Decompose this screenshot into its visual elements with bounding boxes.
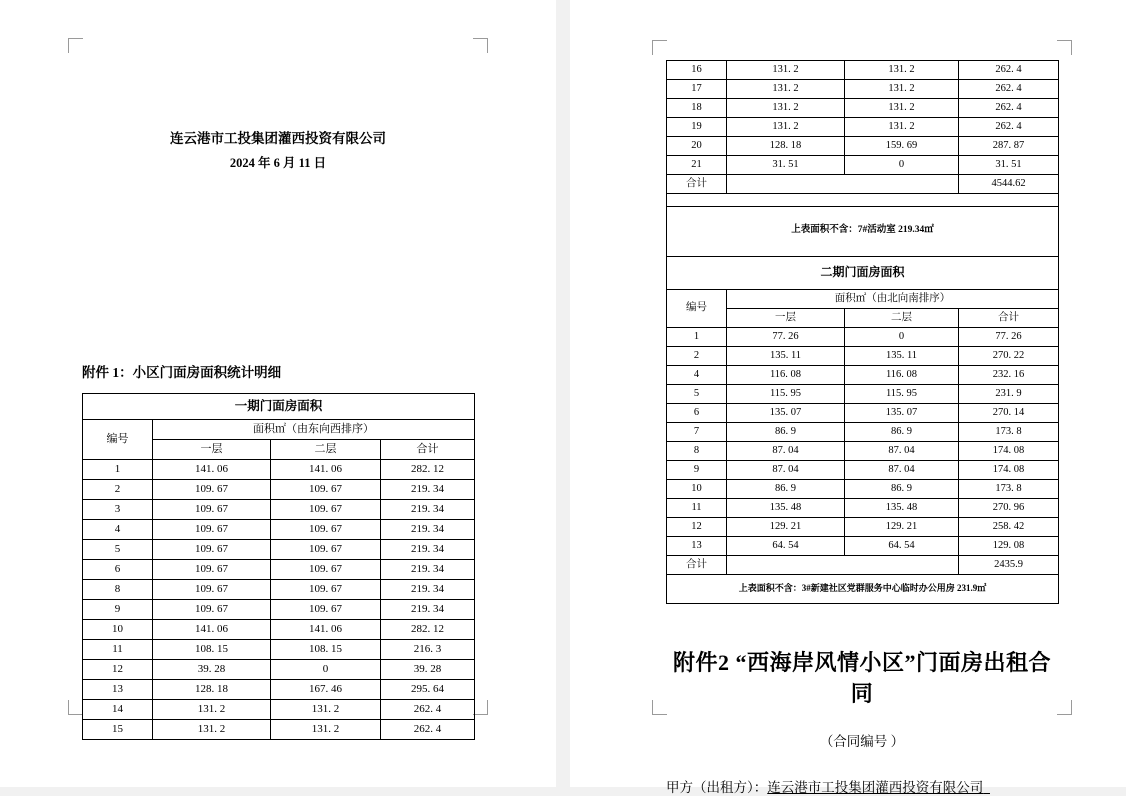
table-2-total-label: 合计 (667, 556, 727, 575)
table-2-cell: 129. 08 (959, 537, 1059, 556)
table-1-cell: 108. 15 (153, 640, 271, 660)
table-2-cell: 86. 9 (727, 423, 845, 442)
table-1-cont-cell: 262. 4 (959, 118, 1059, 137)
table-2-cell: 5 (667, 385, 727, 404)
table-1-cell: 131. 2 (271, 720, 381, 740)
table-2-note: 上表面积不含：3#新建社区党群服务中心临时办公用房 231.9㎡ (667, 575, 1059, 604)
table-1-cell: 11 (83, 640, 153, 660)
table-2-total-row (667, 556, 1059, 575)
table-2-cell: 13 (667, 537, 727, 556)
table-1-cell: 13 (83, 680, 153, 700)
table-2-cell: 270. 22 (959, 347, 1059, 366)
table-1-cell: 109. 67 (271, 520, 381, 540)
table-1-cont-cell: 159. 69 (845, 137, 959, 156)
table-row (667, 442, 1059, 461)
crop-mark-top-left (68, 38, 83, 53)
table-1-cont-cell: 131. 2 (727, 118, 845, 137)
table-1-cell: 109. 67 (153, 580, 271, 600)
table-2-cell: 270. 14 (959, 404, 1059, 423)
table-row (667, 537, 1059, 556)
table-1-cell: 131. 2 (153, 720, 271, 740)
table-row (83, 640, 475, 660)
table-2-cell: 6 (667, 404, 727, 423)
document-date: 2024 年 6 月 11 日 (229, 155, 327, 170)
table-1-body (83, 460, 475, 740)
table-1-col-floor1: 一层 (153, 440, 271, 460)
table-1-cell: 219. 34 (381, 560, 475, 580)
table-1-cont-cell: 19 (667, 118, 727, 137)
table-2-cell: 64. 54 (845, 537, 959, 556)
table-row (83, 720, 475, 740)
table-2-cell: 4 (667, 366, 727, 385)
table-phase-2-areas (666, 193, 1059, 604)
party-a-trailing-underline (983, 780, 990, 795)
crop-mark-bottom-left-2 (652, 700, 667, 715)
table-1-cell: 131. 2 (153, 700, 271, 720)
table-2-cell: 9 (667, 461, 727, 480)
table-1-cont-cell: 131. 2 (845, 80, 959, 99)
spacer-row (667, 193, 1059, 207)
crop-mark-top-right (473, 38, 488, 53)
table-1-total-value: 4544.62 (959, 175, 1059, 194)
table-1-cont-cell: 262. 4 (959, 80, 1059, 99)
table-1-cont-cell: 262. 4 (959, 61, 1059, 80)
table-2-cell: 86. 9 (845, 480, 959, 499)
table-2-cell: 173. 8 (959, 423, 1059, 442)
table-1-cell: 167. 46 (271, 680, 381, 700)
table-2-cell: 1 (667, 328, 727, 347)
table-2-cell: 10 (667, 480, 727, 499)
table-2-body (667, 328, 1059, 604)
table-2-cell: 87. 04 (727, 461, 845, 480)
table-2-cell: 115. 95 (845, 385, 959, 404)
table-1-col-area-group: 面积㎡（由东向西排序） (153, 420, 475, 440)
table-1-cell: 282. 12 (381, 620, 475, 640)
table-2-cell: 7 (667, 423, 727, 442)
table-row (83, 480, 475, 500)
table-1-cell: 0 (271, 660, 381, 680)
table-2-cell: 86. 9 (845, 423, 959, 442)
table-2-cell: 12 (667, 518, 727, 537)
table-2-col-floor1: 一层 (727, 309, 845, 328)
table-1-note-row (667, 207, 1059, 257)
table-row (667, 404, 1059, 423)
table-2-cell: 135. 11 (845, 347, 959, 366)
table-1-cell: 128. 18 (153, 680, 271, 700)
table-1-cell: 108. 15 (271, 640, 381, 660)
table-1-cell: 219. 34 (381, 520, 475, 540)
table-phase-1-areas (82, 393, 475, 740)
table-1-cont-cell: 16 (667, 61, 727, 80)
table-1-cont-cell: 31. 51 (959, 156, 1059, 175)
table-1-cell: 2 (83, 480, 153, 500)
table-2-cell: 135. 11 (727, 347, 845, 366)
document-title-block (82, 126, 474, 175)
table-2-col-area-group: 面积㎡（由北向南排序） (727, 290, 1059, 309)
table-2-cell: 116. 08 (727, 366, 845, 385)
table-1-cont-cell: 131. 2 (727, 80, 845, 99)
table-1-wrapper (82, 393, 474, 740)
table-2-cell: 258. 42 (959, 518, 1059, 537)
table-2-title-row (667, 257, 1059, 290)
table-2-col-floor2: 二层 (845, 309, 959, 328)
table-2-cell: 174. 08 (959, 442, 1059, 461)
table-1-total-row (667, 175, 1059, 194)
table-row (667, 156, 1059, 175)
table-1-cont-cell: 287. 87 (959, 137, 1059, 156)
table-2-cell: 135. 48 (727, 499, 845, 518)
table-1-cell: 109. 67 (271, 560, 381, 580)
table-1-cont-cell: 18 (667, 99, 727, 118)
crop-mark-bottom-right-2 (1057, 700, 1072, 715)
table-2-note-row (667, 575, 1059, 604)
table-header-row-1 (83, 420, 475, 440)
table-title-row (83, 394, 475, 420)
table-row (667, 347, 1059, 366)
crop-mark-top-left-2 (652, 40, 667, 55)
table-2-cell: 77. 26 (959, 328, 1059, 347)
table-1-cell: 109. 67 (153, 480, 271, 500)
table-2-col-no: 编号 (667, 290, 727, 328)
table-row (667, 423, 1059, 442)
table-2-cell: 270. 96 (959, 499, 1059, 518)
table-2-cell: 173. 8 (959, 480, 1059, 499)
table-1-col-no: 编号 (83, 420, 153, 460)
table-1-cell: 39. 28 (381, 660, 475, 680)
table-1-note: 上表面积不含：7#活动室 219.34㎡ (667, 207, 1059, 257)
table-2-cell: 231. 9 (959, 385, 1059, 404)
table-2-header-row-1 (667, 290, 1059, 309)
attachment-1-label: 附件 1：小区门面房面积统计明细 (82, 365, 282, 381)
spacer (667, 193, 1059, 207)
table-row (83, 540, 475, 560)
table-2-cell: 115. 95 (727, 385, 845, 404)
table-1-cell: 109. 67 (271, 500, 381, 520)
table-2-cell: 87. 04 (845, 461, 959, 480)
table-2-cell: 11 (667, 499, 727, 518)
table-1-total-blank (727, 175, 959, 194)
table-2-cell: 2 (667, 347, 727, 366)
table-1-cont-cell: 131. 2 (727, 61, 845, 80)
table-1-cell: 141. 06 (271, 620, 381, 640)
table-1-cell: 9 (83, 600, 153, 620)
table-1-continued-body (667, 61, 1059, 194)
table-1-cell: 219. 34 (381, 540, 475, 560)
table-row (667, 366, 1059, 385)
table-1-cont-cell: 17 (667, 80, 727, 99)
table-1-cell: 141. 06 (153, 460, 271, 480)
table-2-col-total: 合计 (959, 309, 1059, 328)
table-row (83, 560, 475, 580)
table-1-cell: 295. 64 (381, 680, 475, 700)
table-1-cell: 219. 34 (381, 480, 475, 500)
table-phase-1-continued (666, 60, 1059, 194)
table-1-cell: 6 (83, 560, 153, 580)
table-row (83, 620, 475, 640)
attachment-2-title: 附件2 “西海岸风情小区”门面房出租合同 (672, 650, 1051, 706)
table-1-cont-cell: 262. 4 (959, 99, 1059, 118)
table-row (667, 518, 1059, 537)
table-row (667, 80, 1059, 99)
table-2-cell: 86. 9 (727, 480, 845, 499)
table-2-cell: 135. 07 (727, 404, 845, 423)
table-2-cell: 64. 54 (727, 537, 845, 556)
company-name: 连云港市工投集团灌西投资有限公司 (170, 131, 386, 146)
table-2-cell: 135. 07 (845, 404, 959, 423)
table-1-cell: 216. 3 (381, 640, 475, 660)
table-row (83, 660, 475, 680)
table-1-cell: 109. 67 (271, 480, 381, 500)
table-1-cell: 109. 67 (271, 600, 381, 620)
table-2-title: 二期门面房面积 (667, 257, 1059, 290)
table-1-cont-cell: 128. 18 (727, 137, 845, 156)
table-2-cell: 77. 26 (727, 328, 845, 347)
table-1-cell: 14 (83, 700, 153, 720)
table-2-cell: 0 (845, 328, 959, 347)
table-1-cell: 4 (83, 520, 153, 540)
crop-mark-bottom-left (68, 700, 83, 715)
table-1-cell: 219. 34 (381, 500, 475, 520)
table-1-cell: 219. 34 (381, 580, 475, 600)
table-row (667, 118, 1059, 137)
table-1-cell: 109. 67 (153, 520, 271, 540)
table-1-cell: 15 (83, 720, 153, 740)
party-a-value: 连云港市工投集团灌西投资有限公司 (767, 780, 984, 795)
crop-mark-bottom-right (473, 700, 488, 715)
table-1-cell: 109. 67 (153, 600, 271, 620)
table-1-cont-cell: 131. 2 (845, 118, 959, 137)
table-2-cell: 129. 21 (845, 518, 959, 537)
table-row (667, 328, 1059, 347)
table-1-cont-cell: 131. 2 (845, 61, 959, 80)
table-2-total-value: 2435.9 (959, 556, 1059, 575)
table-1-cell: 141. 06 (271, 460, 381, 480)
table-1-cell: 219. 34 (381, 600, 475, 620)
table-1-cont-cell: 131. 2 (845, 99, 959, 118)
page-left (0, 0, 556, 787)
table-row (667, 499, 1059, 518)
right-page-content (666, 60, 1058, 796)
contract-number: （合同编号 ） (819, 734, 905, 749)
table-1-col-total: 合计 (381, 440, 475, 460)
table-row (667, 61, 1059, 80)
table-1-cell: 109. 67 (153, 500, 271, 520)
table-row (83, 520, 475, 540)
table-1-cell: 262. 4 (381, 700, 475, 720)
table-row (83, 500, 475, 520)
table-2-total-blank (727, 556, 959, 575)
table-1-cell: 12 (83, 660, 153, 680)
table-1-title: 一期门面房面积 (83, 394, 475, 420)
table-1-cont-cell: 31. 51 (727, 156, 845, 175)
table-2-cell: 135. 48 (845, 499, 959, 518)
table-2-cell: 174. 08 (959, 461, 1059, 480)
table-row (667, 461, 1059, 480)
table-1-cell: 109. 67 (153, 560, 271, 580)
table-row (83, 600, 475, 620)
table-2-cell: 129. 21 (727, 518, 845, 537)
table-1-cell: 141. 06 (153, 620, 271, 640)
table-1-col-floor2: 二层 (271, 440, 381, 460)
table-1-cell: 282. 12 (381, 460, 475, 480)
table-2-cell: 87. 04 (727, 442, 845, 461)
party-a-label: 甲方（出租方）： (666, 780, 768, 795)
page-gap (556, 0, 570, 787)
table-1-cell: 109. 67 (153, 540, 271, 560)
table-1-cont-cell: 131. 2 (727, 99, 845, 118)
table-2-cell: 87. 04 (845, 442, 959, 461)
table-2-cell: 232. 16 (959, 366, 1059, 385)
left-page-content (82, 46, 474, 740)
table-1-total-label: 合计 (667, 175, 727, 194)
table-2-cell: 116. 08 (845, 366, 959, 385)
table-2-cell: 8 (667, 442, 727, 461)
table-row (83, 700, 475, 720)
table-1-cell: 8 (83, 580, 153, 600)
page-right (570, 0, 1126, 795)
table-1-cell: 109. 67 (271, 580, 381, 600)
table-row (83, 680, 475, 700)
table-1-cont-cell: 20 (667, 137, 727, 156)
table-row (667, 99, 1059, 118)
table-1-cell: 1 (83, 460, 153, 480)
table-row (83, 580, 475, 600)
table-row (667, 385, 1059, 404)
table-row (667, 137, 1059, 156)
table-1-cont-cell: 0 (845, 156, 959, 175)
party-a-line (666, 776, 1058, 796)
crop-mark-top-right-2 (1057, 40, 1072, 55)
table-1-cont-cell: 21 (667, 156, 727, 175)
table-1-cell: 109. 67 (271, 540, 381, 560)
table-1-cell: 3 (83, 500, 153, 520)
table-row (83, 460, 475, 480)
table-1-cell: 5 (83, 540, 153, 560)
table-1-cell: 262. 4 (381, 720, 475, 740)
table-row (667, 480, 1059, 499)
table-1-cell: 10 (83, 620, 153, 640)
table-1-cell: 131. 2 (271, 700, 381, 720)
table-1-cell: 39. 28 (153, 660, 271, 680)
